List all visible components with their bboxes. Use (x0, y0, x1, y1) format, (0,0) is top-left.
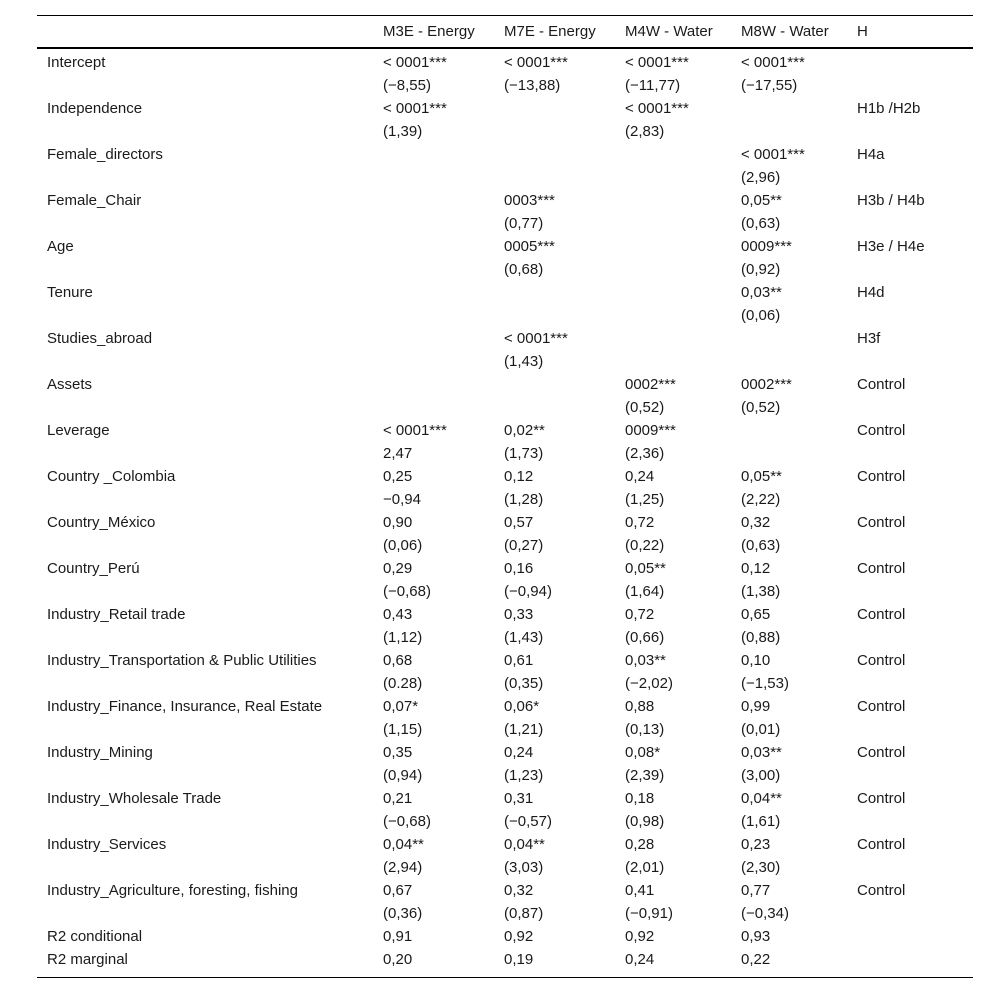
statistic-cell: (0,87) (504, 905, 544, 922)
row-label: Country_Perú (47, 560, 140, 577)
coefficient-cell: 0,99 (741, 698, 771, 715)
row-label: Leverage (47, 422, 110, 439)
statistic-cell (857, 856, 973, 879)
statistic-cell: (2,39) (625, 767, 665, 784)
row-label: Industry_Wholesale Trade (47, 790, 222, 807)
statistic-cell: (−8,55) (383, 77, 431, 94)
statistic-cell: (0,52) (625, 399, 665, 416)
coefficient-cell: 0,04** (504, 836, 545, 853)
coefficient-cell: Control (857, 652, 906, 669)
regression-table (37, 15, 973, 978)
coefficient-cell: 0,35 (383, 744, 413, 761)
coefficient-cell: 0,72 (625, 606, 655, 623)
coefficient-cell: H3b / H4b (857, 192, 925, 209)
statistic-cell: (0,88) (741, 629, 781, 646)
table-row (37, 649, 973, 672)
coefficient-cell: 0,03** (741, 744, 782, 761)
coefficient-cell: 0005*** (504, 238, 555, 255)
row-label: Independence (47, 100, 143, 117)
statistic-cell: (−0,91) (625, 905, 673, 922)
coefficient-cell: Control (857, 560, 906, 577)
statistic-cell: (3,03) (504, 859, 544, 876)
header-variable (37, 16, 383, 49)
table-row (37, 189, 973, 212)
coefficient-cell: 0009*** (741, 238, 792, 255)
statistic-cell: (1,38) (741, 583, 781, 600)
statistic-cell: (−17,55) (741, 77, 798, 94)
table-row (37, 143, 973, 166)
statistic-cell (857, 902, 973, 925)
coefficient-cell: < 0001*** (625, 100, 689, 117)
coefficient-cell: 0,08* (625, 744, 661, 761)
table-row-stat (37, 396, 973, 419)
coefficient-cell: Control (857, 606, 906, 623)
coefficient-cell: 0,04** (741, 790, 782, 807)
coefficient-cell: < 0001*** (504, 330, 568, 347)
statistic-cell (504, 120, 625, 143)
coefficient-cell: 0,61 (504, 652, 534, 669)
row-label-empty (37, 672, 383, 695)
statistic-cell (383, 350, 504, 373)
table-row (37, 695, 973, 718)
statistic-cell (504, 396, 625, 419)
coefficient-cell: 0002*** (625, 376, 676, 393)
statistic-cell: (0,13) (625, 721, 665, 738)
coefficient-cell (383, 281, 504, 304)
table-row-stat (37, 902, 973, 925)
row-label-empty (37, 350, 383, 373)
coefficient-cell: 0,12 (504, 468, 534, 485)
table-row-stat (37, 488, 973, 511)
statistic-cell (504, 166, 625, 189)
summary-row (37, 948, 973, 978)
coefficient-cell: 0,77 (741, 882, 771, 899)
table-row (37, 787, 973, 810)
table-row (37, 879, 973, 902)
row-label: Country_México (47, 514, 156, 531)
coefficient-cell: 0,24 (625, 468, 655, 485)
row-label-empty (37, 258, 383, 281)
statistic-cell: (0,98) (625, 813, 665, 830)
row-label: Industry_Services (47, 836, 167, 853)
regression-table-container (37, 15, 963, 978)
statistic-cell (857, 626, 973, 649)
table-row-stat (37, 442, 973, 465)
coefficient-cell (504, 143, 625, 166)
coefficient-cell: H1b /H2b (857, 100, 921, 117)
header-m8w-water: M8W - Water (741, 16, 857, 49)
statistic-cell: (0,77) (504, 215, 544, 232)
coefficient-cell: 0,32 (741, 514, 771, 531)
table-row (37, 833, 973, 856)
statistic-cell: 2,47 (383, 445, 413, 462)
statistic-cell (741, 442, 857, 465)
summary-value-cell: 0,19 (504, 948, 625, 978)
coefficient-cell: 0,68 (383, 652, 413, 669)
coefficient-cell: Control (857, 790, 906, 807)
table-row-stat (37, 350, 973, 373)
coefficient-cell: Control (857, 468, 906, 485)
table-row-stat (37, 166, 973, 189)
statistic-cell: (1,73) (504, 445, 544, 462)
table-row-stat (37, 626, 973, 649)
statistic-cell (857, 810, 973, 833)
row-label-empty (37, 580, 383, 603)
summary-value-cell: 0,92 (504, 928, 534, 945)
row-label: Age (47, 238, 74, 255)
table-row-stat (37, 304, 973, 327)
coefficient-cell: 0,29 (383, 560, 413, 577)
header-row (37, 16, 973, 49)
row-label-empty (37, 902, 383, 925)
statistic-cell (383, 166, 504, 189)
statistic-cell (857, 74, 973, 97)
statistic-cell: (0,52) (741, 399, 781, 416)
table-row (37, 373, 973, 396)
row-label: Intercept (47, 54, 106, 71)
row-label-empty (37, 74, 383, 97)
table-row-stat (37, 212, 973, 235)
summary-row (37, 925, 973, 948)
row-label: Industry_Mining (47, 744, 153, 761)
row-label-empty (37, 166, 383, 189)
statistic-cell: (0,06) (383, 537, 423, 554)
table-row-stat (37, 718, 973, 741)
coefficient-cell: Control (857, 744, 906, 761)
coefficient-cell: 0,06* (504, 698, 540, 715)
statistic-cell (741, 120, 857, 143)
table-row (37, 48, 973, 74)
statistic-cell: (0,68) (504, 261, 544, 278)
coefficient-cell: < 0001*** (504, 54, 568, 71)
row-label: Industry_Agriculture, foresting, fishing (47, 882, 298, 899)
statistic-cell: (−0,34) (741, 905, 789, 922)
statistic-cell (625, 304, 741, 327)
coefficient-cell (625, 189, 741, 212)
statistic-cell: (0,27) (504, 537, 544, 554)
coefficient-cell: 0,90 (383, 514, 413, 531)
table-row (37, 327, 973, 350)
coefficient-cell (383, 235, 504, 258)
statistic-cell: (1,25) (625, 491, 665, 508)
row-label: R2 marginal (37, 948, 383, 978)
statistic-cell (857, 212, 973, 235)
statistic-cell (857, 304, 973, 327)
statistic-cell: (0,01) (741, 721, 781, 738)
coefficient-cell: 0,04** (383, 836, 424, 853)
statistic-cell: (0,35) (504, 675, 544, 692)
row-label-empty (37, 442, 383, 465)
coefficient-cell: 0,18 (625, 790, 655, 807)
coefficient-cell: 0,21 (383, 790, 413, 807)
statistic-cell: (0,94) (383, 767, 423, 784)
coefficient-cell (741, 97, 857, 120)
statistic-cell: −0,94 (383, 491, 421, 508)
table-row-stat (37, 74, 973, 97)
table-row (37, 741, 973, 764)
coefficient-cell (625, 281, 741, 304)
summary-value-cell: 0,22 (741, 948, 857, 978)
row-label-empty (37, 718, 383, 741)
statistic-cell (857, 672, 973, 695)
coefficient-cell: H3e / H4e (857, 238, 925, 255)
statistic-cell (625, 212, 741, 235)
table-row (37, 235, 973, 258)
row-label: Industry_Transportation & Public Utilities (47, 652, 317, 669)
summary-value-cell (857, 925, 973, 948)
statistic-cell: (0,92) (741, 261, 781, 278)
coefficient-cell: 0009*** (625, 422, 676, 439)
coefficient-cell (625, 235, 741, 258)
header-m7e-energy: M7E - Energy (504, 16, 625, 49)
coefficient-cell: 0,10 (741, 652, 771, 669)
row-label: Studies_abroad (47, 330, 153, 347)
statistic-cell: (2,94) (383, 859, 423, 876)
coefficient-cell: < 0001*** (383, 422, 447, 439)
coefficient-cell: 0,03** (625, 652, 666, 669)
statistic-cell (383, 304, 504, 327)
statistic-cell: (0,63) (741, 537, 781, 554)
header-m3e-energy: M3E - Energy (383, 16, 504, 49)
table-row (37, 511, 973, 534)
statistic-cell: (0,66) (625, 629, 665, 646)
coefficient-cell: 0,41 (625, 882, 655, 899)
statistic-cell: (−0,94) (504, 583, 552, 600)
table-row-stat (37, 764, 973, 787)
coefficient-cell: Control (857, 882, 906, 899)
row-label: Tenure (47, 284, 93, 301)
statistic-cell: (1,15) (383, 721, 423, 738)
coefficient-cell: < 0001*** (383, 100, 447, 117)
row-label-empty (37, 304, 383, 327)
summary-value-cell: 0,20 (383, 948, 504, 978)
table-row (37, 281, 973, 304)
table-row-stat (37, 580, 973, 603)
statistic-cell: (−2,02) (625, 675, 673, 692)
statistic-cell (857, 718, 973, 741)
statistic-cell (383, 212, 504, 235)
statistic-cell: (0,22) (625, 537, 665, 554)
row-label: Female_Chair (47, 192, 142, 209)
coefficient-cell: H4a (857, 146, 885, 163)
statistic-cell (857, 488, 973, 511)
statistic-cell: (1,43) (504, 629, 544, 646)
row-label-empty (37, 488, 383, 511)
row-label-empty (37, 120, 383, 143)
statistic-cell: (−0,57) (504, 813, 552, 830)
summary-value-cell: 0,24 (625, 948, 741, 978)
row-label-empty (37, 810, 383, 833)
coefficient-cell: < 0001*** (383, 54, 447, 71)
coefficient-cell: 0,28 (625, 836, 655, 853)
statistic-cell (383, 396, 504, 419)
table-row-stat (37, 856, 973, 879)
coefficient-cell: 0,24 (504, 744, 534, 761)
coefficient-cell (383, 373, 504, 396)
coefficient-cell: 0,32 (504, 882, 534, 899)
statistic-cell (857, 258, 973, 281)
coefficient-cell (625, 143, 741, 166)
coefficient-cell: 0,72 (625, 514, 655, 531)
statistic-cell: (−0,68) (383, 583, 431, 600)
coefficient-cell: 0,02** (504, 422, 545, 439)
statistic-cell (625, 166, 741, 189)
coefficient-cell (741, 419, 857, 442)
coefficient-cell: 0,25 (383, 468, 413, 485)
coefficient-cell: 0,23 (741, 836, 771, 853)
coefficient-cell: 0,05** (741, 468, 782, 485)
coefficient-cell: Control (857, 836, 906, 853)
statistic-cell: (−11,77) (625, 77, 681, 94)
statistic-cell (857, 396, 973, 419)
coefficient-cell: 0003*** (504, 192, 555, 209)
statistic-cell: (0,36) (383, 905, 423, 922)
row-label: Industry_Finance, Insurance, Real Estate (47, 698, 323, 715)
coefficient-cell (504, 373, 625, 396)
statistic-cell (857, 442, 973, 465)
coefficient-cell: H4d (857, 284, 885, 301)
coefficient-cell: Control (857, 422, 906, 439)
coefficient-cell: 0,88 (625, 698, 655, 715)
statistic-cell: (1,39) (383, 123, 423, 140)
row-label: R2 conditional (47, 928, 143, 945)
table-row (37, 465, 973, 488)
coefficient-cell: 0,05** (741, 192, 782, 209)
coefficient-cell: 0,31 (504, 790, 534, 807)
coefficient-cell: 0,67 (383, 882, 413, 899)
summary-value-cell: 0,92 (625, 928, 655, 945)
row-label-empty (37, 212, 383, 235)
row-label-empty (37, 534, 383, 557)
statistic-cell: (1,23) (504, 767, 544, 784)
coefficient-cell (857, 48, 973, 74)
coefficient-cell: Control (857, 376, 906, 393)
coefficient-cell (741, 327, 857, 350)
table-row (37, 419, 973, 442)
coefficient-cell (383, 189, 504, 212)
row-label: Industry_Retail trade (47, 606, 186, 623)
coefficient-cell: Control (857, 698, 906, 715)
table-row-stat (37, 534, 973, 557)
table-row (37, 97, 973, 120)
coefficient-cell: 0,33 (504, 606, 534, 623)
table-row-stat (37, 120, 973, 143)
table-body (37, 48, 973, 978)
table-row-stat (37, 672, 973, 695)
statistic-cell (504, 304, 625, 327)
statistic-cell (625, 350, 741, 373)
row-label-empty (37, 856, 383, 879)
statistic-cell: (1,12) (383, 629, 423, 646)
coefficient-cell: 0,43 (383, 606, 413, 623)
statistic-cell: (1,28) (504, 491, 544, 508)
statistic-cell: (1,21) (504, 721, 544, 738)
table-row-stat (37, 810, 973, 833)
statistic-cell: (3,00) (741, 767, 781, 784)
statistic-cell: (2,96) (741, 169, 781, 186)
coefficient-cell: 0,12 (741, 560, 771, 577)
statistic-cell: (−13,88) (504, 77, 561, 94)
statistic-cell (857, 120, 973, 143)
statistic-cell: (1,64) (625, 583, 665, 600)
statistic-cell: (2,83) (625, 123, 665, 140)
statistic-cell (857, 534, 973, 557)
statistic-cell: (0,63) (741, 215, 781, 232)
row-label: Country _Colombia (47, 468, 176, 485)
coefficient-cell (383, 327, 504, 350)
header-m4w-water: M4W - Water (625, 16, 741, 49)
coefficient-cell: 0002*** (741, 376, 792, 393)
statistic-cell: (0.28) (383, 675, 423, 692)
statistic-cell: (2,30) (741, 859, 781, 876)
coefficient-cell (625, 327, 741, 350)
statistic-cell (625, 258, 741, 281)
row-label: Assets (47, 376, 93, 393)
statistic-cell (857, 580, 973, 603)
statistic-cell: (0,06) (741, 307, 781, 324)
coefficient-cell: 0,05** (625, 560, 666, 577)
table-row (37, 603, 973, 626)
table-row-stat (37, 258, 973, 281)
statistic-cell (857, 350, 973, 373)
statistic-cell: (2,36) (625, 445, 665, 462)
coefficient-cell: Control (857, 514, 906, 531)
row-label-empty (37, 626, 383, 649)
coefficient-cell: H3f (857, 330, 881, 347)
statistic-cell (857, 166, 973, 189)
table-row (37, 557, 973, 580)
coefficient-cell: 0,03** (741, 284, 782, 301)
coefficient-cell: < 0001*** (741, 146, 805, 163)
row-label-empty (37, 396, 383, 419)
summary-value-cell: 0,93 (741, 928, 771, 945)
coefficient-cell: 0,16 (504, 560, 534, 577)
summary-value-cell: 0,91 (383, 928, 413, 945)
statistic-cell: (−1,53) (741, 675, 789, 692)
coefficient-cell: < 0001*** (741, 54, 805, 71)
statistic-cell (741, 350, 857, 373)
coefficient-cell: 0,57 (504, 514, 534, 531)
statistic-cell: (2,22) (741, 491, 781, 508)
row-label-empty (37, 764, 383, 787)
row-label: Female_directors (47, 146, 163, 163)
summary-value-cell (857, 948, 973, 978)
header-hypothesis: H (857, 16, 973, 49)
coefficient-cell: 0,07* (383, 698, 419, 715)
statistic-cell (857, 764, 973, 787)
statistic-cell: (1,43) (504, 353, 544, 370)
statistic-cell: (2,01) (625, 859, 665, 876)
coefficient-cell (504, 281, 625, 304)
coefficient-cell: < 0001*** (625, 54, 689, 71)
coefficient-cell (383, 143, 504, 166)
statistic-cell: (1,61) (741, 813, 781, 830)
statistic-cell: (−0,68) (383, 813, 431, 830)
statistic-cell (383, 258, 504, 281)
coefficient-cell (504, 97, 625, 120)
coefficient-cell: 0,65 (741, 606, 771, 623)
